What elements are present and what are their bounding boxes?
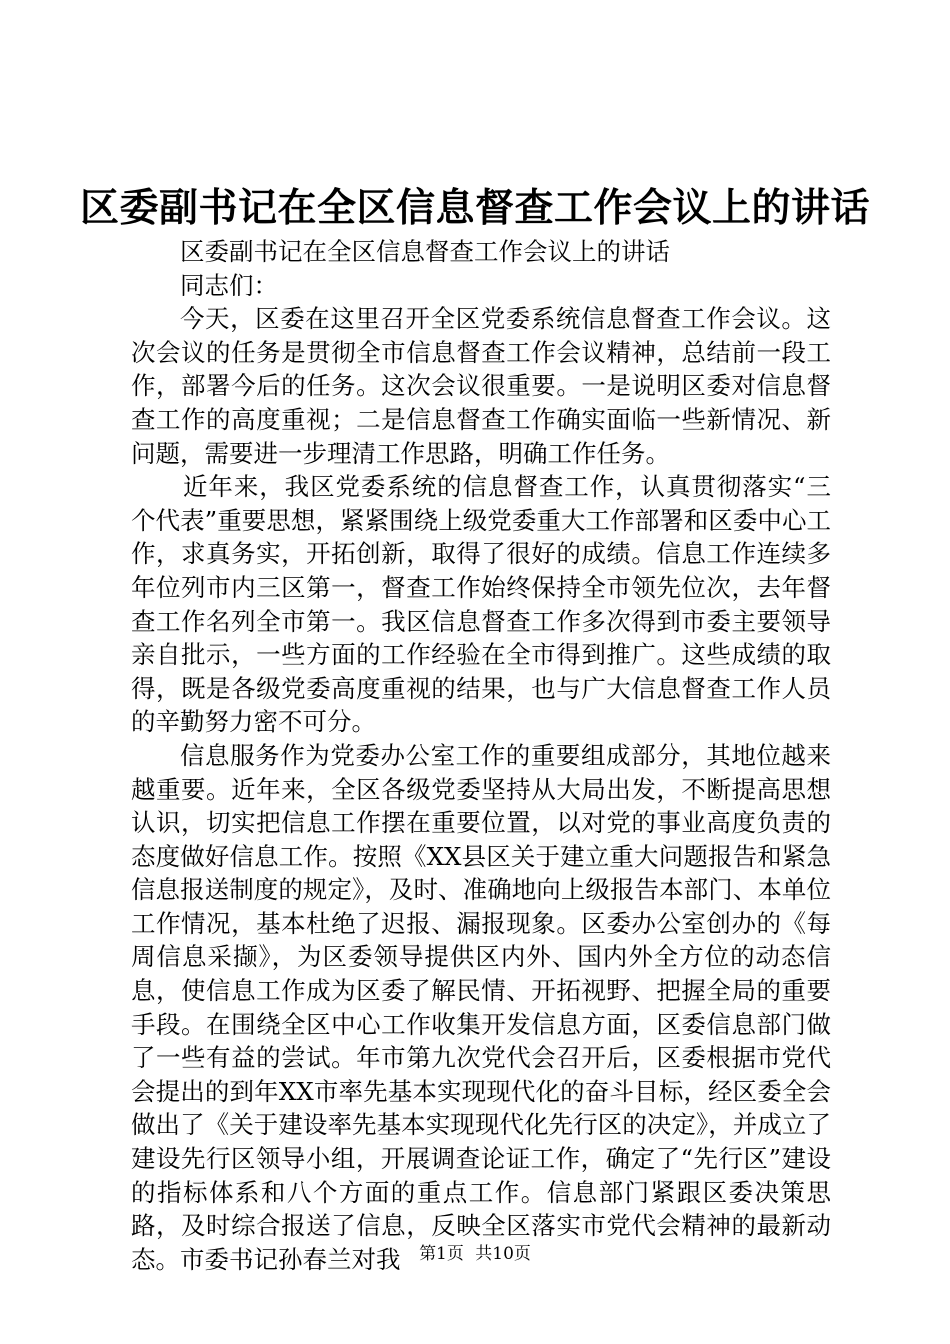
document-subtitle: 区委副书记在全区信息督查工作会议上的讲话: [180, 237, 670, 266]
page-total: 共10页: [475, 1244, 531, 1264]
page-number: 第1页: [419, 1244, 464, 1264]
page-footer: [0, 1243, 950, 1265]
paragraph-1: 今天，区委在这里召开全区党委系统信息督查工作会议。这次会议的任务是贯彻全市信息督查工作会议精神，总结前一段工作，部署今后的任务。这次会议很重要。一是说明区委对信息督查工作的高度重视；二是信息督查工作确实面临一些新情况、新问题，需要进一步理清工作思路，明确工作任务。: [131, 304, 831, 468]
paragraph-3: 信息服务作为党委办公室工作的重要组成部分，其地位越来越重要。近年来，全区各级党委坚持从大局出发，不断提高思想认识，切实把信息工作摆在重要位置，以对党的事业高度负责的态度做好信息工作。按照《XX县区关于建立重大问题报告和紧急信息报送制度的规定》，及时、准确地向上级报告本部门、本单位工作情况，基本杜绝了迟报、漏报现象。区委办公室创办的《每周信息采撷》，为区委领导提供区内外、国内外全方位的动态信息，使信息工作成为区委了解民情、开拓视野、把握全局的重要手段。在围绕全区中心工作收集开发信息方面，区委信息部门做了一些有益的尝试。年市第九次党代会召开后，区委根据市党代会提出的到年XX市率先基本实现现代化的奋斗目标，经区委全会做出了《关于建设率先基本实现现代化先行区的决定》，并成立了建设先行区领导小组，开展调查论证工作，确定了“先行区”建设的指标体系和八个方面的重点工作。信息部门紧跟区委决策思路，及时综合报送了信息，反映全区落实市党代会精神的最新动态。市委书记孙春兰对我: [131, 740, 831, 1274]
salutation: 同志们：: [180, 270, 278, 300]
paragraph-2: 近年来，我区党委系统的信息督查工作，认真贯彻落实“三个代表”重要思想，紧紧围绕上级党委重大工作部署和区委中心工作，求真务实，开拓创新，取得了很好的成绩。信息工作连续多年位列市内三区第一，督查工作始终保持全市领先位次，去年督查工作名列全市第一。我区信息督查工作多次得到市委主要领导亲自批示，一些方面的工作经验在全市得到推广。这些成绩的取得，既是各级党委高度重视的结果，也与广大信息督查工作人员的辛勤努力密不可分。: [131, 472, 831, 737]
document-title: 区委副书记在全区信息督查工作会议上的讲话: [79, 185, 870, 231]
document-body: [131, 235, 831, 1276]
